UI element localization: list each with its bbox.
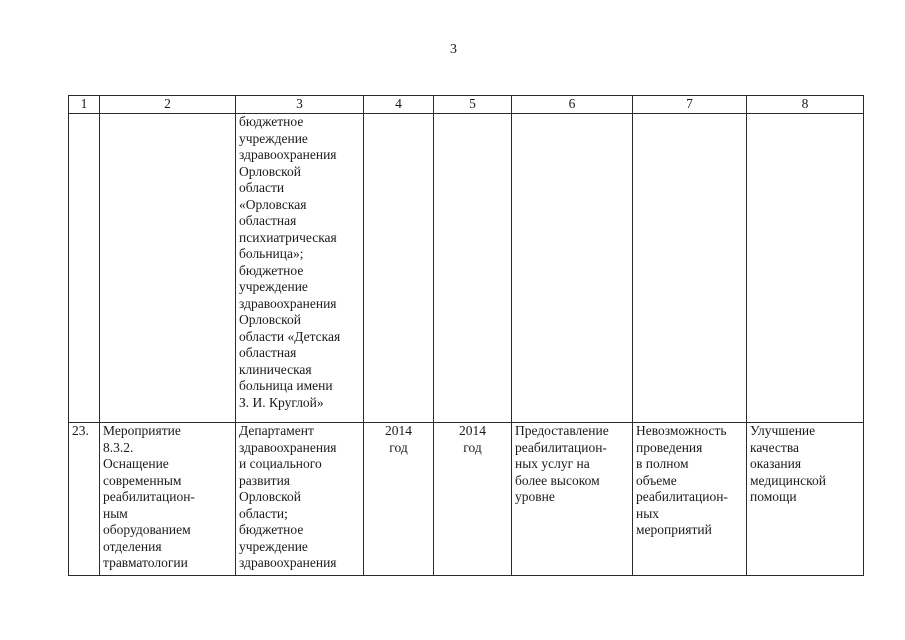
cell-line: области; bbox=[239, 505, 288, 521]
result-cell bbox=[512, 114, 633, 423]
cell-line: реабилитацион- bbox=[103, 489, 195, 504]
cell-line: областная bbox=[239, 345, 297, 360]
cell-line: Орловской bbox=[239, 489, 301, 504]
cell-line: больница»; bbox=[239, 246, 304, 261]
table-row bbox=[69, 423, 864, 576]
result-cell bbox=[512, 423, 633, 576]
cell-line: современным bbox=[103, 472, 182, 488]
consequence-cell bbox=[633, 114, 747, 423]
cell-line: Орловской bbox=[239, 163, 301, 179]
cell-line: более высоком bbox=[515, 472, 600, 488]
cell-line: З. И. Круглой» bbox=[239, 394, 324, 410]
measure-cell bbox=[100, 114, 236, 423]
cell-line: области bbox=[239, 180, 285, 195]
consequence-cell bbox=[633, 423, 747, 576]
header-cell: 6 bbox=[512, 96, 633, 114]
header-cell: 3 bbox=[236, 96, 364, 114]
cell-line: объеме bbox=[636, 472, 677, 488]
cell-line: областная bbox=[239, 213, 297, 228]
start-cell bbox=[364, 114, 434, 423]
table-header-row bbox=[69, 96, 864, 114]
header-cell: 5 bbox=[434, 96, 512, 114]
cell-line: области «Детская bbox=[239, 328, 341, 344]
cell-line: здравоохранения bbox=[239, 439, 337, 455]
cell-line: мероприятий bbox=[636, 522, 712, 537]
row-number-cell bbox=[69, 114, 100, 423]
cell-line: оказания bbox=[750, 456, 802, 471]
indicator-cell bbox=[747, 423, 864, 576]
cell-line: травматологии bbox=[103, 555, 188, 570]
executor-cell bbox=[236, 423, 364, 576]
executor-cell bbox=[236, 114, 364, 423]
cell-line: Улучшение bbox=[750, 423, 816, 438]
table-row bbox=[69, 114, 864, 423]
cell-line: больница имени bbox=[239, 378, 333, 393]
cell-line: помощи bbox=[750, 489, 797, 504]
end-cell bbox=[434, 114, 512, 423]
cell-line: Предоставление bbox=[515, 423, 609, 438]
row-number-cell: 23. bbox=[69, 423, 100, 576]
cell-line: развития bbox=[239, 472, 291, 488]
cell-line: бюджетное bbox=[239, 522, 304, 537]
cell-line: ных услуг на bbox=[515, 456, 590, 471]
cell-line: Невозможность bbox=[636, 423, 727, 438]
cell-line: учреждение bbox=[239, 538, 308, 554]
cell-line: бюджетное bbox=[239, 114, 304, 129]
cell-line: ных bbox=[636, 505, 660, 521]
cell-line: реабилитацион- bbox=[515, 439, 607, 455]
cell-line: отделения bbox=[103, 538, 162, 554]
page-number: 3 bbox=[450, 42, 457, 57]
cell-line: год bbox=[463, 439, 482, 455]
cell-line: Оснащение bbox=[103, 456, 169, 471]
cell-line: психиатрическая bbox=[239, 229, 337, 245]
cell-line: уровне bbox=[515, 489, 555, 504]
cell-line: здравоохранения bbox=[239, 147, 337, 162]
header-cell: 7 bbox=[633, 96, 747, 114]
cell-line: клиническая bbox=[239, 361, 312, 377]
cell-line: Орловской bbox=[239, 312, 301, 327]
cell-line: медицинской bbox=[750, 472, 826, 488]
measure-cell bbox=[100, 423, 236, 576]
cell-line: учреждение bbox=[239, 279, 308, 294]
start-cell bbox=[364, 423, 434, 576]
header-cell: 1 bbox=[69, 96, 100, 114]
cell-line: 8.3.2. bbox=[103, 439, 134, 455]
cell-line: год bbox=[389, 439, 408, 455]
cell-line: здравоохранения bbox=[239, 295, 337, 311]
cell-line: учреждение bbox=[239, 130, 308, 146]
cell-line: качества bbox=[750, 439, 800, 455]
cell-line: ным bbox=[103, 505, 128, 521]
end-cell bbox=[434, 423, 512, 576]
cell-line: 2014 bbox=[385, 423, 412, 438]
cell-line: здравоохранения bbox=[239, 555, 337, 570]
cell-line: оборудованием bbox=[103, 522, 191, 537]
cell-line: проведения bbox=[636, 439, 703, 455]
header-cell: 8 bbox=[747, 96, 864, 114]
indicator-cell bbox=[747, 114, 864, 423]
cell-line: 2014 bbox=[459, 423, 486, 438]
header-cell: 4 bbox=[364, 96, 434, 114]
cell-line: «Орловская bbox=[239, 196, 307, 212]
cell-line: в полном bbox=[636, 456, 689, 471]
cell-line: Департамент bbox=[239, 423, 314, 438]
cell-line: бюджетное bbox=[239, 262, 304, 278]
header-cell: 2 bbox=[100, 96, 236, 114]
cell-line: и социального bbox=[239, 456, 322, 471]
cell-line: реабилитацион- bbox=[636, 489, 728, 504]
measures-table bbox=[68, 95, 864, 576]
cell-line: Мероприятие bbox=[103, 423, 181, 438]
